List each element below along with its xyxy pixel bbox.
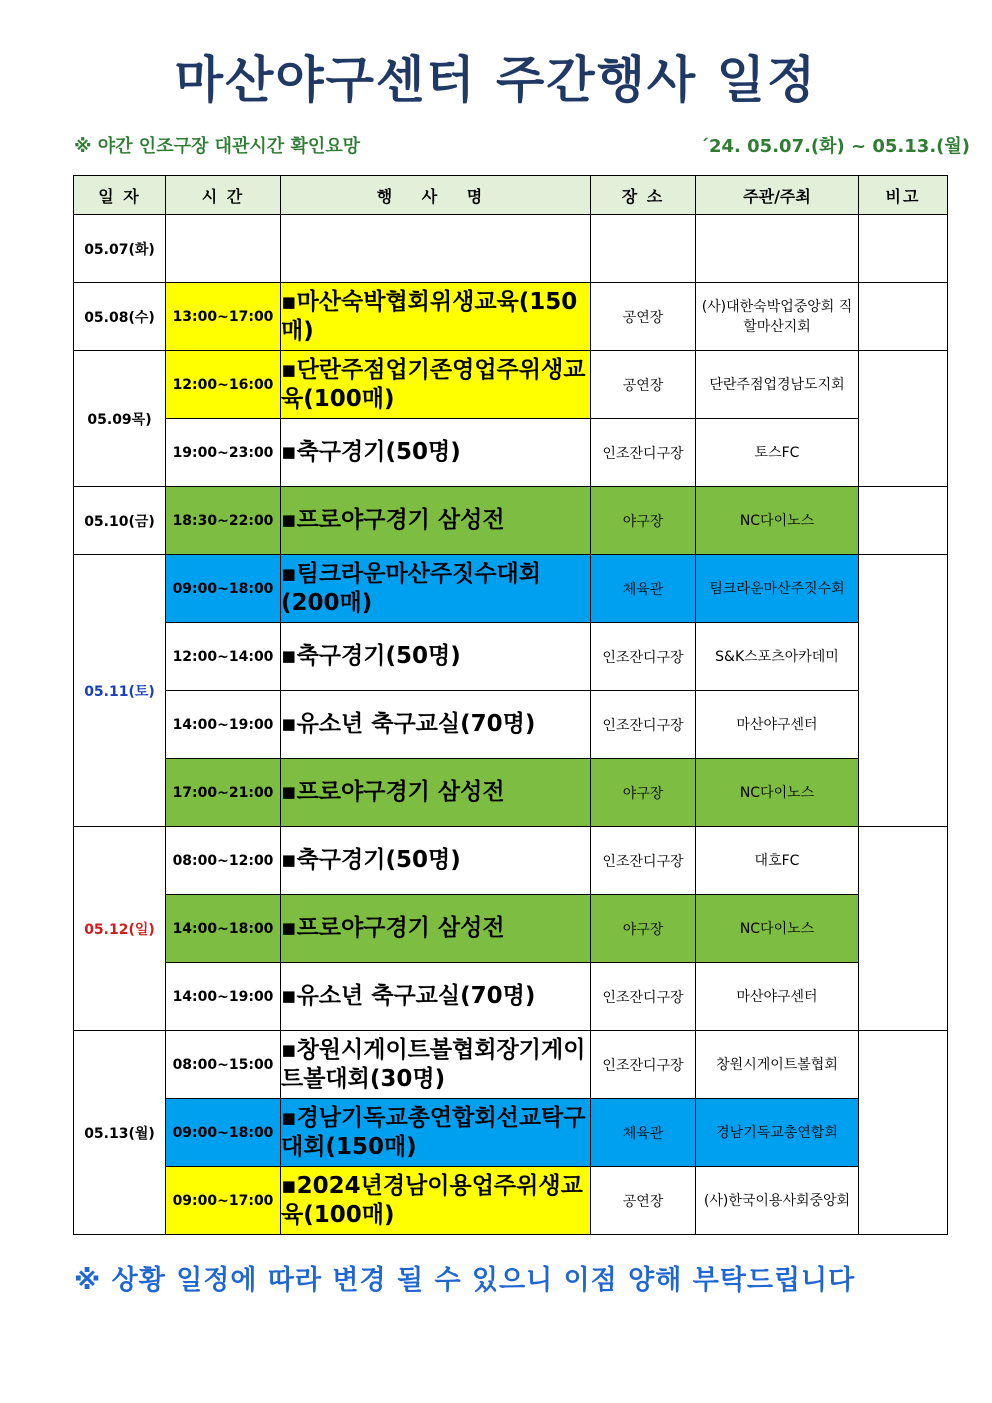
note-cell (859, 283, 948, 351)
place-cell: 인조잔디구장 (591, 963, 696, 1031)
header-org: 주관/주최 (696, 176, 859, 215)
table-row (74, 487, 948, 555)
period-text: ´24. 05.07.(화) ~ 05.13.(월) (700, 136, 970, 157)
time-cell: 14:00~19:00 (166, 691, 281, 759)
organizer-cell: (사)대한숙박업중앙회 직할마산지회 (696, 283, 859, 351)
event-cell: ▪유소년 축구교실(70명) (281, 691, 591, 759)
note-cell (859, 1031, 948, 1235)
event-cell: ▪2024년경남이용업주위생교육(100매) (281, 1167, 591, 1235)
organizer-cell: 단란주점업경남도지회 (696, 351, 859, 419)
place-cell: 야구장 (591, 895, 696, 963)
organizer-cell: NC다이노스 (696, 759, 859, 827)
place-cell: 인조잔디구장 (591, 1031, 696, 1099)
table-row (74, 759, 948, 827)
place-cell: 야구장 (591, 487, 696, 555)
place-cell: 인조잔디구장 (591, 691, 696, 759)
table-row (74, 283, 948, 351)
event-cell: ▪경남기독교총연합회선교탁구대회(150매) (281, 1099, 591, 1167)
date-cell: 05.12(일) (74, 827, 166, 1031)
event-cell (281, 215, 591, 283)
note-cell (859, 215, 948, 283)
time-cell (166, 215, 281, 283)
place-cell: 인조잔디구장 (591, 827, 696, 895)
time-cell: 14:00~19:00 (166, 963, 281, 1031)
event-cell: ▪팀크라운마산주짓수대회(200매) (281, 555, 591, 623)
date-cell: 05.09목) (74, 351, 166, 487)
table-row (74, 623, 948, 691)
event-cell: ▪축구경기(50명) (281, 623, 591, 691)
organizer-cell: 경남기독교총연합회 (696, 1099, 859, 1167)
place-cell: 공연장 (591, 283, 696, 351)
time-cell: 09:00~17:00 (166, 1167, 281, 1235)
time-cell: 17:00~21:00 (166, 759, 281, 827)
event-cell: ▪축구경기(50명) (281, 419, 591, 487)
page-title: 마산야구센터 주간행사 일정 (174, 51, 818, 109)
time-cell: 09:00~18:00 (166, 555, 281, 623)
time-cell: 08:00~12:00 (166, 827, 281, 895)
note-cell (859, 555, 948, 827)
organizer-cell: 토스FC (696, 419, 859, 487)
footer-notice: ※ 상황 일정에 따라 변경 될 수 있으니 이점 양해 부탁드립니다 (74, 1265, 856, 1296)
organizer-cell: 창원시게이트볼협회 (696, 1031, 859, 1099)
note-cell (859, 487, 948, 555)
organizer-cell: 대호FC (696, 827, 859, 895)
event-cell: ▪프로야구경기 삼성전 (281, 895, 591, 963)
header-date: 일 자 (74, 176, 166, 215)
time-cell: 18:30~22:00 (166, 487, 281, 555)
header-event: 행 사 명 (281, 176, 591, 215)
event-cell: ▪축구경기(50명) (281, 827, 591, 895)
date-cell: 05.10(금) (74, 487, 166, 555)
schedule-body (74, 215, 948, 1235)
table-row (74, 895, 948, 963)
organizer-cell: 마산야구센터 (696, 691, 859, 759)
event-cell: ▪유소년 축구교실(70명) (281, 963, 591, 1031)
organizer-cell: S&K스포츠아카데미 (696, 623, 859, 691)
organizer-cell: NC다이노스 (696, 487, 859, 555)
place-cell (591, 215, 696, 283)
event-cell: ▪단란주점업기존영업주위생교육(100매) (281, 351, 591, 419)
table-row (74, 1099, 948, 1167)
time-cell: 12:00~16:00 (166, 351, 281, 419)
table-row (74, 215, 948, 283)
event-cell: ▪프로야구경기 삼성전 (281, 759, 591, 827)
table-row (74, 351, 948, 419)
date-cell: 05.11(토) (74, 555, 166, 827)
organizer-cell: NC다이노스 (696, 895, 859, 963)
event-cell: ▪창원시게이트볼협회장기게이트볼대회(30명) (281, 1031, 591, 1099)
table-row (74, 691, 948, 759)
organizer-cell: 마산야구센터 (696, 963, 859, 1031)
table-row (74, 827, 948, 895)
table-row (74, 419, 948, 487)
table-row (74, 1031, 948, 1099)
organizer-cell: 팀크라운마산주짓수회 (696, 555, 859, 623)
time-cell: 14:00~18:00 (166, 895, 281, 963)
notice-text: ※ 야간 인조구장 대관시간 확인요망 (74, 136, 360, 157)
header-time: 시 간 (166, 176, 281, 215)
header-row (74, 176, 948, 215)
table-row (74, 963, 948, 1031)
date-cell: 05.13(월) (74, 1031, 166, 1235)
place-cell: 공연장 (591, 1167, 696, 1235)
date-cell: 05.07(화) (74, 215, 166, 283)
event-cell: ▪프로야구경기 삼성전 (281, 487, 591, 555)
time-cell: 12:00~14:00 (166, 623, 281, 691)
place-cell: 공연장 (591, 351, 696, 419)
time-cell: 09:00~18:00 (166, 1099, 281, 1167)
place-cell: 인조잔디구장 (591, 623, 696, 691)
note-cell (859, 827, 948, 1031)
table-row (74, 555, 948, 623)
place-cell: 체육관 (591, 1099, 696, 1167)
table-row (74, 1167, 948, 1235)
place-cell: 체육관 (591, 555, 696, 623)
organizer-cell (696, 215, 859, 283)
header-note: 비고 (859, 176, 948, 215)
time-cell: 19:00~23:00 (166, 419, 281, 487)
place-cell: 야구장 (591, 759, 696, 827)
place-cell: 인조잔디구장 (591, 419, 696, 487)
time-cell: 13:00~17:00 (166, 283, 281, 351)
event-cell: ▪마산숙박협회위생교육(150매) (281, 283, 591, 351)
note-cell (859, 351, 948, 487)
header-place: 장 소 (591, 176, 696, 215)
schedule-table (73, 175, 948, 1235)
organizer-cell: (사)한국이용사회중앙회 (696, 1167, 859, 1235)
date-cell: 05.08(수) (74, 283, 166, 351)
time-cell: 08:00~15:00 (166, 1031, 281, 1099)
